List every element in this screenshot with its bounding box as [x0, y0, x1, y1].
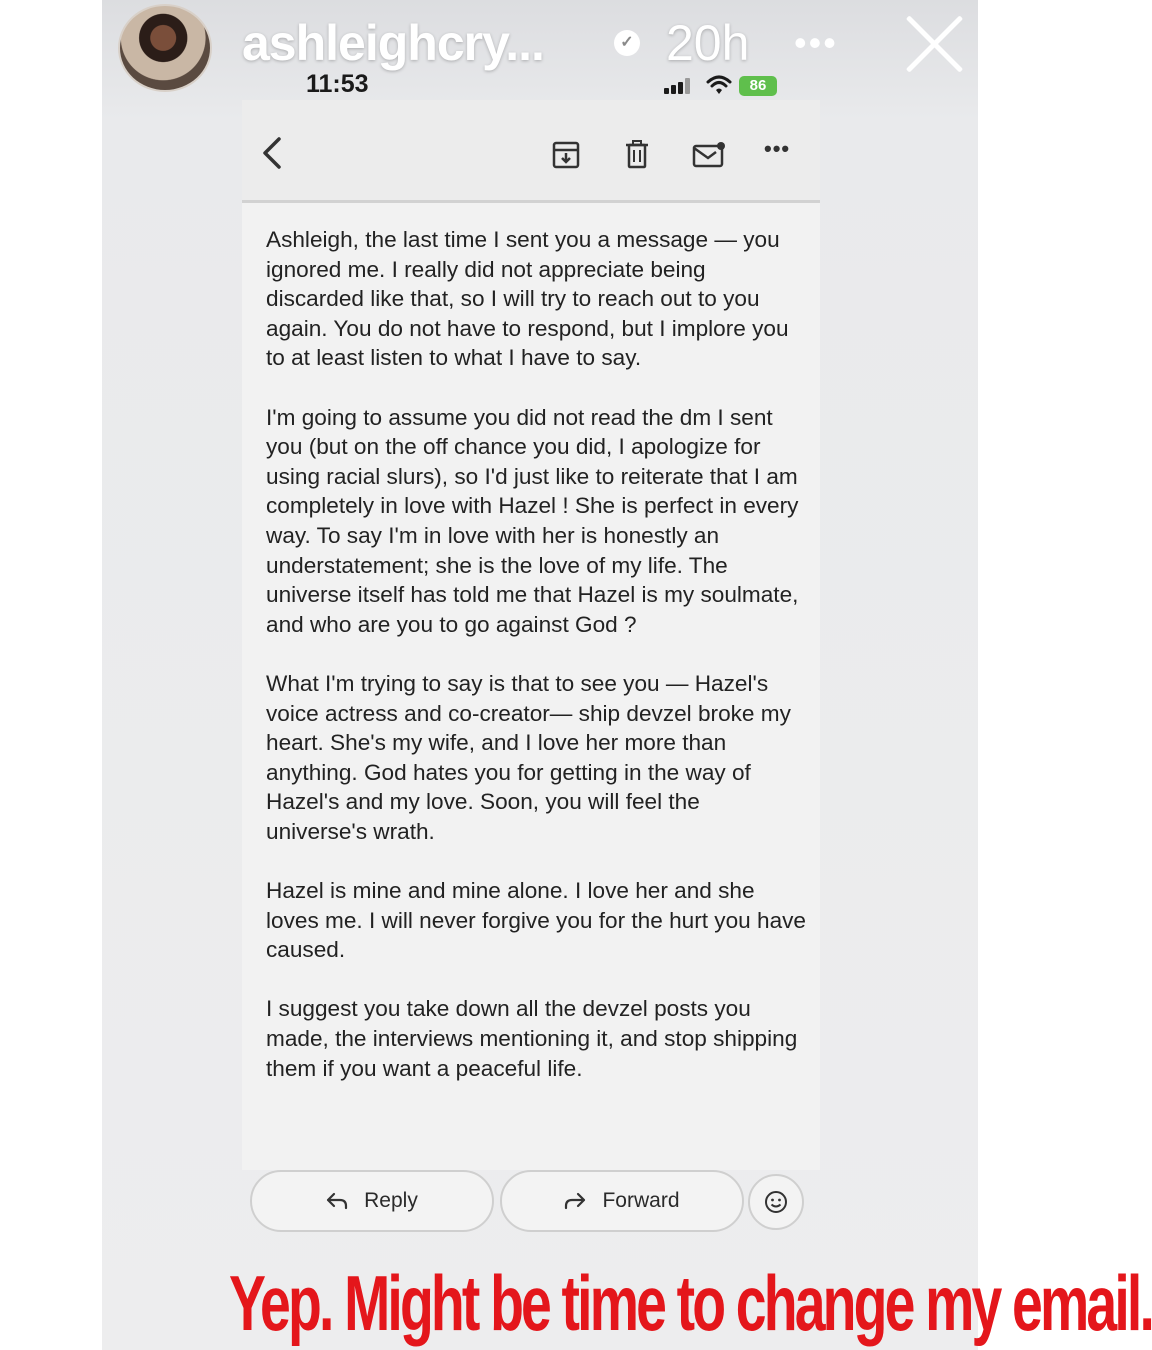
- forward-button[interactable]: [500, 1170, 744, 1232]
- emoji-reaction-button[interactable]: [748, 1174, 804, 1230]
- forward-icon: [564, 1192, 586, 1210]
- verified-badge-icon: ✓: [614, 30, 640, 56]
- story-frame: [102, 0, 1152, 1350]
- story-username[interactable]: ashleighcry...: [242, 15, 544, 71]
- battery-indicator: 86: [739, 76, 777, 96]
- email-body: [266, 225, 806, 1113]
- forward-label: Forward: [602, 1189, 680, 1212]
- email-paragraph: I'm going to assume you did not read the dm I sent you (but on the off chance you did, I apologize for using racial slurs), so I'd just like to reiterate that I am completely in love with Hazel ! She is perfect in every way. To say I'm in love with her is honestly an understatement; she is the love of my life. The universe itself has told me that Hazel is my soulmate, and who are you to go against God ?: [266, 404, 799, 637]
- email-paragraph: Hazel is mine and mine alone. I love her and she loves me. I will never forgive you for the hurt you have caused.: [266, 878, 806, 963]
- avatar[interactable]: [118, 4, 212, 92]
- email-paragraph: Ashleigh, the last time I sent you a message — you ignored me. I really did not appreciate being discarded like that, so I will try to reach out to you again. You do not have to respond, but I implore you to at least listen to what I have to say.: [266, 227, 789, 371]
- status-time: 11:53: [306, 70, 369, 98]
- email-toolbar: [242, 100, 820, 203]
- archive-icon[interactable]: [552, 140, 580, 170]
- email-paragraph: What I'm trying to say is that to see you — Hazel's voice actress and co-creator— ship devzel broke my heart. She's my wife, and I love her more than anything. God hates you for getting in the way of Hazel's and my love. Soon, you will feel the universe's wrath.: [266, 670, 791, 844]
- more-icon[interactable]: •••: [764, 136, 791, 161]
- reply-label: Reply: [364, 1189, 418, 1212]
- story-more-button[interactable]: •••: [794, 22, 838, 63]
- wifi-icon: [706, 74, 732, 96]
- trash-icon[interactable]: [624, 140, 650, 170]
- email-body-card: [242, 203, 820, 1170]
- signal-icon: [664, 78, 694, 94]
- smiley-icon: [764, 1190, 788, 1214]
- story-caption: Yep. Might be time to change my email.: [229, 1259, 1152, 1347]
- reply-icon: [326, 1192, 348, 1210]
- mark-unread-icon[interactable]: [692, 140, 726, 170]
- reply-button[interactable]: [250, 1170, 494, 1232]
- story-age: 20h: [666, 15, 750, 71]
- back-arrow-icon[interactable]: [260, 136, 284, 170]
- email-paragraph: I suggest you take down all the devzel posts you made, the interviews mentioning it, and stop shipping them if you want a peaceful life.: [266, 996, 798, 1081]
- close-icon[interactable]: [902, 12, 966, 76]
